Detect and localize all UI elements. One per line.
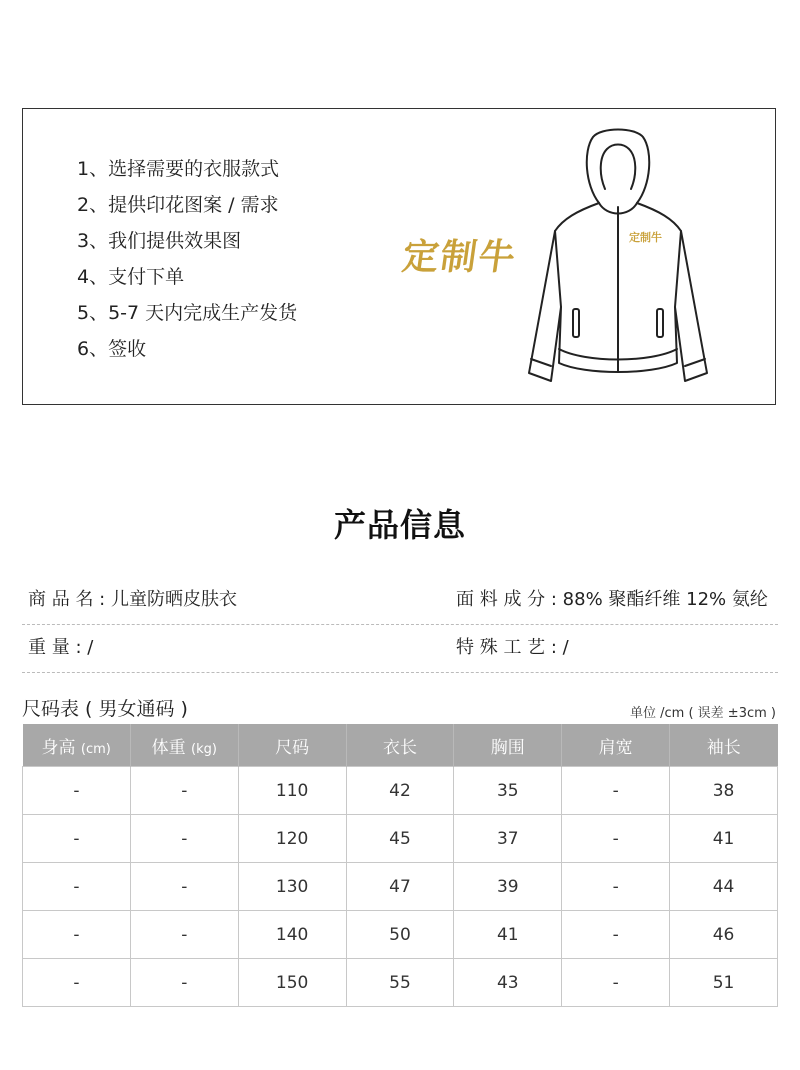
- table-cell: -: [23, 815, 131, 863]
- step-item: 2、提供印花图案 / 需求: [77, 194, 279, 216]
- table-cell: 110: [238, 767, 346, 815]
- table-cell: 150: [238, 959, 346, 1007]
- size-table: [22, 724, 778, 1007]
- table-row: [23, 959, 778, 1007]
- table-cell: 51: [670, 959, 778, 1007]
- table-cell: 46: [670, 911, 778, 959]
- product-weight: 重 量 : /: [28, 637, 94, 658]
- table-cell: 45: [346, 815, 454, 863]
- table-cell: 41: [454, 911, 562, 959]
- special-craft: 特 殊 工 艺 : /: [456, 637, 569, 658]
- size-table-caption: 尺码表 ( 男女通码 ): [22, 698, 188, 720]
- table-cell: -: [23, 959, 131, 1007]
- table-cell: -: [562, 911, 670, 959]
- header-shoulder: 肩宽: [562, 724, 670, 767]
- table-row: [23, 911, 778, 959]
- table-cell: -: [23, 863, 131, 911]
- step-item: 6、签收: [77, 338, 147, 360]
- table-cell: -: [130, 911, 238, 959]
- size-table-note: 单位 /cm ( 误差 ±3cm ): [630, 706, 776, 721]
- order-steps-panel: [22, 108, 776, 405]
- fabric-composition: 面 料 成 分 : 88% 聚酯纤维 12% 氨纶: [456, 589, 768, 610]
- table-cell: 55: [346, 959, 454, 1007]
- table-cell: 120: [238, 815, 346, 863]
- table-cell: 37: [454, 815, 562, 863]
- header-sleeve: 袖长: [670, 724, 778, 767]
- jacket-chest-logo: 定制牛: [629, 231, 662, 244]
- table-row: [23, 767, 778, 815]
- table-cell: 38: [670, 767, 778, 815]
- info-row: [22, 576, 778, 625]
- table-cell: -: [562, 767, 670, 815]
- step-item: 3、我们提供效果图: [77, 230, 242, 252]
- table-cell: -: [23, 767, 131, 815]
- table-cell: 47: [346, 863, 454, 911]
- table-cell: 35: [454, 767, 562, 815]
- size-table-header: [23, 724, 778, 767]
- table-cell: 41: [670, 815, 778, 863]
- table-cell: -: [130, 815, 238, 863]
- table-cell: -: [562, 959, 670, 1007]
- table-cell: -: [130, 959, 238, 1007]
- table-cell: 44: [670, 863, 778, 911]
- table-cell: 130: [238, 863, 346, 911]
- table-cell: -: [130, 767, 238, 815]
- header-length: 衣长: [346, 724, 454, 767]
- header-size: 尺码: [238, 724, 346, 767]
- info-row: [22, 624, 778, 673]
- table-cell: 43: [454, 959, 562, 1007]
- table-cell: -: [130, 863, 238, 911]
- table-cell: 39: [454, 863, 562, 911]
- step-item: 5、5-7 天内完成生产发货: [77, 302, 298, 324]
- table-cell: 140: [238, 911, 346, 959]
- table-cell: -: [562, 815, 670, 863]
- header-height: 身高 (cm): [23, 724, 131, 767]
- table-cell: 42: [346, 767, 454, 815]
- table-cell: 50: [346, 911, 454, 959]
- table-row: [23, 815, 778, 863]
- step-item: 1、选择需要的衣服款式: [77, 158, 280, 180]
- brand-logo: 定制牛: [399, 236, 520, 278]
- header-weight: 体重 (kg): [130, 724, 238, 767]
- steps-list: [77, 151, 297, 367]
- product-info-title: 产品信息: [333, 506, 466, 544]
- product-name: 商 品 名 : 儿童防晒皮肤衣: [28, 589, 237, 610]
- header-chest: 胸围: [454, 724, 562, 767]
- hooded-jacket-illustration: [525, 123, 717, 393]
- table-row: [23, 863, 778, 911]
- step-item: 4、支付下单: [77, 266, 185, 288]
- table-cell: -: [562, 863, 670, 911]
- table-cell: -: [23, 911, 131, 959]
